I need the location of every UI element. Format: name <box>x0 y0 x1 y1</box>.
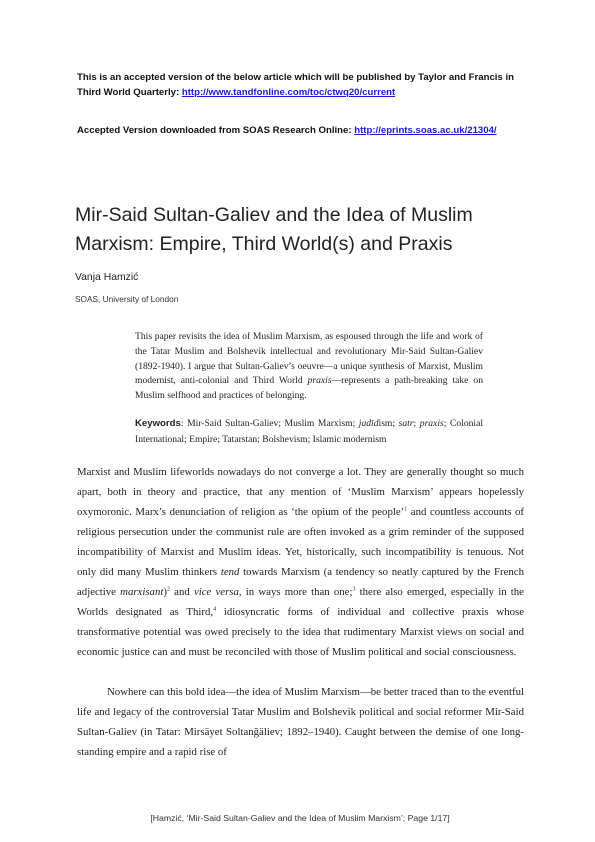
paragraph-text: towards Marxism (a tendency so neatly captured by the French adjective <box>77 566 524 598</box>
abstract-text: This paper revisits the idea of Muslim Marxism, as espoused through the life and work of the Tatar Muslim and Bolshevik intellectual and revolutionary Mir-Said Sultan-Galiev (1892-1940). I argue that Sultan-Galiev’s oeuvre—a unique synthesis of Marxist, Muslim modernist, anti-colonial and Third World <box>135 331 483 387</box>
keywords-text: ; <box>413 418 420 429</box>
emphasis-marxisant: marxisant <box>120 586 164 598</box>
paragraph-text: and <box>169 586 194 598</box>
paper-title: Mir-Said Sultan-Galiev and the Idea of Muslim Marxism: Empire, Third World(s) and Praxis <box>75 204 473 255</box>
eprints-link[interactable]: http://eprints.soas.ac.uk/21304/ <box>354 125 497 136</box>
footnote-ref[interactable]: 1 <box>404 506 408 513</box>
author-name: Vanja Hamzić <box>75 272 139 283</box>
paragraph-text: there also emerged, especially in the Worlds designated as Third, <box>77 586 524 618</box>
keyword-satr: satr <box>398 418 414 429</box>
keyword-jadid: jadīd <box>358 418 379 429</box>
keywords-text: ; Colonial International; Empire; Tatarstan; Bolshevism; Islamic modernism <box>135 418 483 445</box>
abstract <box>135 330 483 404</box>
paragraph-text: and countless accounts of religious persecution under the communist rule are often invoked as a grim reminder of the supposed incompatibility of Marxist and Muslim ideas. Yet, historically, such incompatibility is tenuous. Not only did many Muslim thinkers <box>77 506 524 578</box>
body-paragraph-2: Nowhere can this bold idea—the idea of Muslim Marxism—be better traced than to the eventful life and legacy of the controversial Tatar Muslim and Bolshevik political and social reformer Mir-Said Sultan-Galiev (in Tatar: Mirsäyet Soltanğäliev; 1892–1940). Caught between the demise of one long-standing empire and a rapid rise of <box>77 686 524 758</box>
author-affiliation: SOAS, University of London <box>75 294 179 304</box>
download-notice <box>77 124 527 139</box>
download-notice-text: Accepted Version downloaded from SOAS Research Online: <box>77 125 355 136</box>
emphasis-tend: tend <box>220 566 240 578</box>
keywords <box>135 416 483 448</box>
abstract-praxis: praxis <box>307 375 332 387</box>
notice-text: This is an accepted version of the below article which will be published by Taylor and Francis in Third World Quarterly: <box>77 72 514 98</box>
body-paragraph-1 <box>77 462 524 662</box>
paragraph-text: , in ways more than one; <box>238 586 353 598</box>
abstract-text-end: —represents a path-breaking take on Muslim selfhood and practices of belonging. <box>135 375 483 402</box>
paragraph-text: ) <box>163 586 167 598</box>
footnote-ref[interactable]: 2 <box>166 586 170 593</box>
keywords-label: Keywords <box>135 418 181 429</box>
journal-link[interactable]: http://www.tandfonline.com/toc/ctwq20/current <box>181 86 396 98</box>
footnote-ref[interactable]: 3 <box>352 586 356 593</box>
footnote-ref[interactable]: 4 <box>213 606 217 613</box>
page-footer: [Hamzić, ‘Mir-Said Sultan-Galiev and the Idea of Muslim Marxism’; Page 1/17] <box>150 813 450 823</box>
paragraph-text: idiosyncratic forms of individual and collective praxis whose transformative potential was owed precisely to the idea that rudimentary Marxist views on social and economic justice can and must be reconciled with those of Muslim political and social consciousness. <box>77 606 524 658</box>
keyword-praxis: praxis <box>419 418 444 429</box>
paragraph-text: Marxist and Muslim lifeworlds nowadays do not converge a lot. They are generally thought so much apart, both in theory and practice, that any mention of ‘Muslim Marxism’ appears hopelessly oxymoronic. Marx’s denunciation of religion as ‘the opium of the people’ <box>77 466 524 518</box>
keywords-text: : Mir-Said Sultan-Galiev; Muslim Marxism; <box>180 418 359 429</box>
publication-notice <box>77 71 527 100</box>
emphasis-vice-versa: vice versa <box>193 586 239 598</box>
keywords-text: ism; <box>378 418 399 429</box>
